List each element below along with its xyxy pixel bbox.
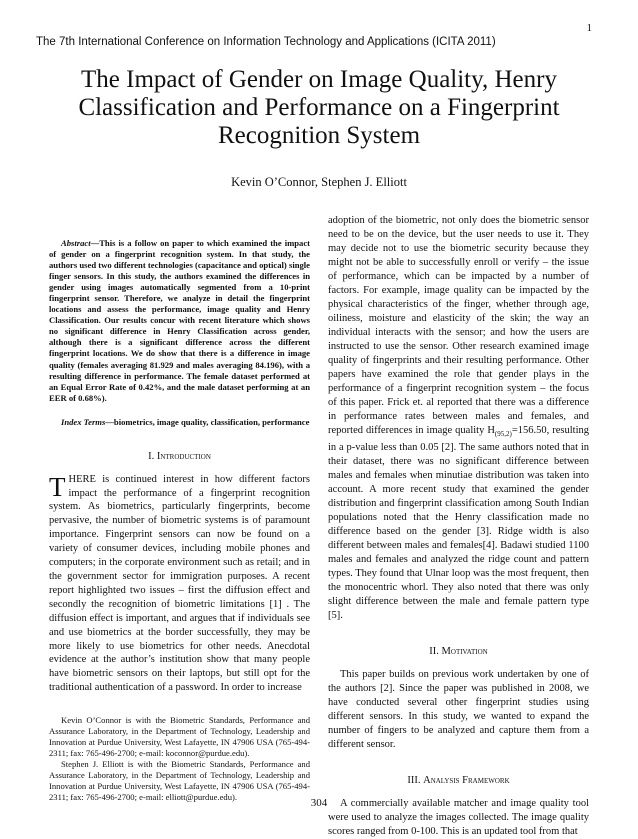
footnote-2: Stephen J. Elliott is with the Biometric Standards, Performance and Assurance Laboratory, in the Department of Technology, Leadership and Innovation at Purdue University, West Lafayette, IN 47906 USA (765-494-2311; fax: 765-496-2700; e-mail: elliott@purdue.edu).: [49, 759, 310, 803]
introduction-text: HERE is continued interest in how different factors impact the performance of a fingerprint recognition system. As biometrics, particularly fingerprints, become pervasive, the number of biometric systems is of paramount importance. Fingerprint sensors can now be found on a variety of consumer devices, including mobile phones and computers; in the corporate environment such as retail; and in the government sector for immigration purposes. A recent report highlighted two issues – first the diffusion effect and secondly the recognition of biometric limitations [1] . The diffusion effect is important, and argues that if individuals see and use biometrics at the border successfully, they may be more likely to use biometrics for other needs. Anecdotal evidence at the author’s institution show that many people have biometric sensors on their laptops, but still opt for the traditional authentication of a password. In order to increase: [49, 473, 310, 694]
index-terms-text: biometrics, image quality, classification, performance: [113, 416, 310, 427]
left-column: [49, 214, 310, 804]
footnote-1: Kevin O’Connor is with the Biometric Standards, Performance and Assurance Laboratory, in the Department of Technology, Leadership and Innovation at Purdue University, West Lafayette, IN 47906 USA (765-494-2311; fax: 765-496-2700; e-mail: koconnor@purdue.edu).: [49, 715, 310, 759]
introduction-paragraph: [49, 473, 310, 696]
continued-paragraph: adoption of the biometric, not only does the biometric sensor need to be on the device, but the user needs to use it. They may decide not to use the biometric security because they might not be able to successfully enroll or verify – the issue of performance, which can be impacted by a number of factors. For example, image quality can be impacted by the physical characteristics of the finger, whether through age, oiliness, moisture and elasticity of the skin; the way an individual interacts with the sensor; and how the users are instructed to use the sensor. Other research examined image quality of fingerprints and their resulting performance. Other papers have examined the role that gender plays in the performance of a fingerprint recognition system – the focus of this paper. Frick et. al reported that there was a difference in performance rates between males and females, and reported differences in image quality $H_{(95,2)}=156.50$, resulting in a p-value less than 0.05 [2]. The same authors noted that in their dataset, there was no significant difference between males and females when minutiae distribution was taken into account. A more recent study that examined the gender distribution and fingerprint classification among South Indian populations noted that the Henry classification made no difference based on the gender [3]. Ridge width is also different between males and females[4]. Badawi studied 1100 males and females and analyzed the ridge count and pattern types. They found that Ulnar loop was the most frequent, then the monocentric whorl. They also noted that there was only slight difference between the male and female pattern type [5].: [328, 215, 589, 622]
section-heading-analysis-framework: III. Analysis Framework: [407, 775, 510, 787]
abstract-text: This is a follow on paper to which examined the impact of gender on a fingerprint recognition system. In that study, the authors used two different technologies (capacitance and optical) single finger sensors. In this study, the authors examined the differences in gender using images automatically segmented from a 10-print fingerprint sensor. Therefore, we analyze in detail the fingerprint locations and assess the performance, image quality and Henry Classification. Our results concur with recent literature which shows no significant difference in Henry Classification across gender, although there is a significant difference across the different fingerprint locations. We do show that there is a difference in image quality (females averaging 81.929 and males averaging 84.196), with a resulting difference in performance. The female dataset performed at an Equal Error Rate of 0.42%, and the male dataset performing at an EER of 0.68%).: [49, 238, 310, 403]
paper-authors: Kevin O’Connor, Stephen J. Elliott: [231, 175, 407, 189]
right-column: [328, 214, 589, 839]
index-terms: [49, 417, 310, 428]
section-heading-motivation: II. Motivation: [429, 646, 488, 658]
conference-header: The 7th International Conference on Information Technology and Applications (ICITA 2011): [36, 36, 496, 48]
drop-cap: T: [49, 471, 66, 502]
section-heading-introduction: I. Introduction: [148, 450, 211, 462]
motivation-paragraph: This paper builds on previous work undertaken by one of the authors [2]. Since the paper was published in 2008, we have conducted several other fingerprint studies using different sensors. In this study, we wanted to expand the number of fingers to be analyzed and capture them from a different sensor.: [328, 669, 589, 751]
footnotes: [49, 715, 310, 803]
abstract: [49, 238, 310, 404]
index-terms-label: Index Terms—: [61, 416, 114, 427]
framework-paragraph: A commercially available matcher and image quality tool were used to analyze the images collected. The image quality scores ranged from 0-100. This is an updated tool from that: [328, 798, 589, 838]
page-number-bottom: 304: [310, 797, 328, 809]
abstract-label: Abstract—: [61, 238, 100, 248]
paper-title: The Impact of Gender on Image Quality, Henry Classification and Performance on a Fingerprint Recognition System: [78, 66, 560, 149]
page-number-top: 1: [586, 22, 592, 34]
subscript: (95,2): [494, 430, 512, 439]
